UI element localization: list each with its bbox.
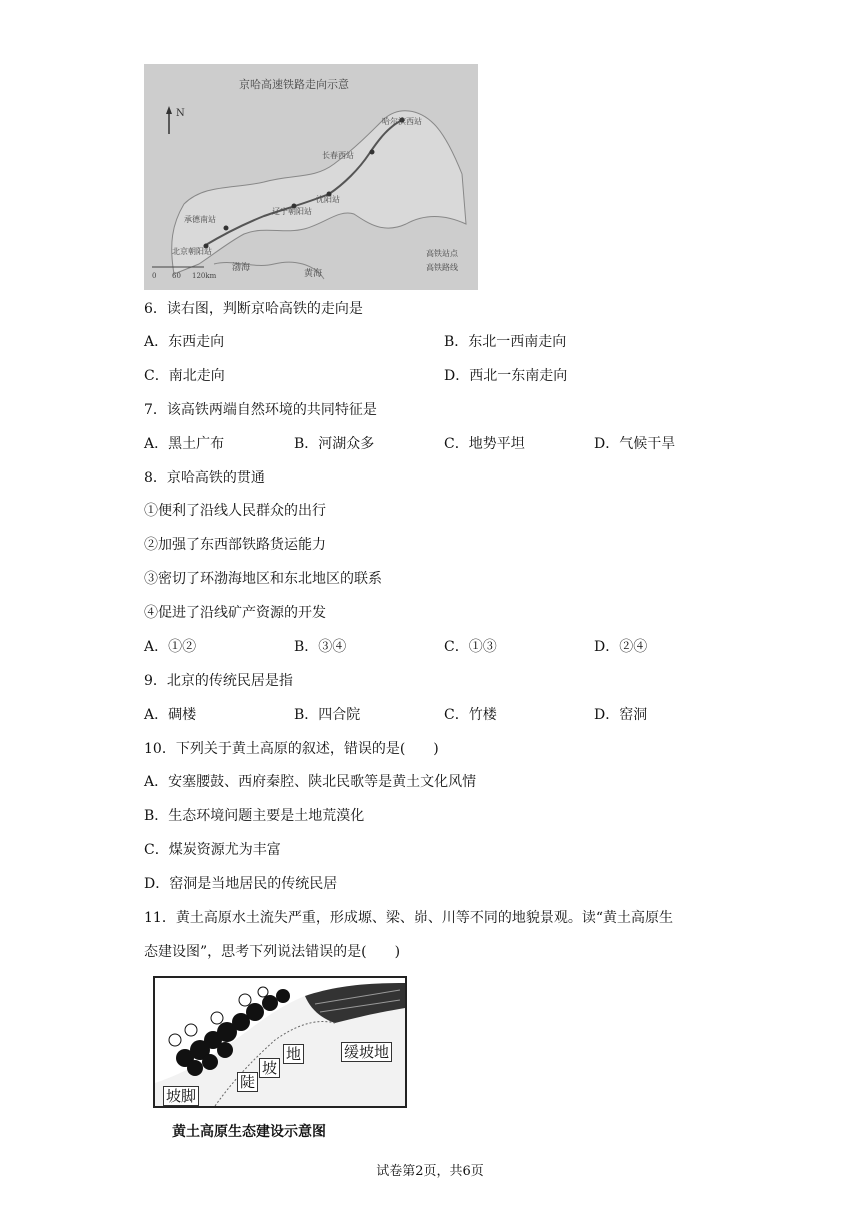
station-label: 长春西站 <box>322 151 354 160</box>
q9-option-d[interactable]: D．窑洞 <box>594 707 648 723</box>
q9-option-b[interactable]: B．四合院 <box>294 707 361 723</box>
q9-option-c[interactable]: C．竹楼 <box>444 707 497 723</box>
q6-option-d[interactable]: D．西北一东南走向 <box>444 368 568 384</box>
scale-label: 60 <box>172 272 181 280</box>
station-label: 北京朝阳站 <box>172 247 212 256</box>
north-label: N <box>176 108 185 119</box>
q8-item-3: ③密切了环渤海地区和东北地区的联系 <box>144 571 382 587</box>
q7-option-a[interactable]: A．黑土广布 <box>144 436 225 452</box>
q8-item-4: ④促进了沿线矿产资源的开发 <box>144 605 326 621</box>
q8-option-c[interactable]: C．①③ <box>444 639 497 655</box>
station-label: 沈阳站 <box>316 195 340 204</box>
loess-plateau-figure <box>153 976 407 1108</box>
q8-option-a[interactable]: A．①② <box>144 639 197 655</box>
station-label: 承德南站 <box>184 215 216 224</box>
q8-item-1: ①便利了沿线人民群众的出行 <box>144 503 326 519</box>
q6-option-b[interactable]: B．东北一西南走向 <box>444 334 567 350</box>
legend-label: 高铁路线 <box>426 263 458 272</box>
water-label: 渤海 <box>232 263 251 273</box>
scale-label: 120km <box>192 272 217 280</box>
map-title: 京哈高速铁路走向示意 <box>239 78 349 91</box>
question-6-stem: 6．读右图，判断京哈高铁的走向是 <box>144 301 363 317</box>
q8-option-d[interactable]: D．②④ <box>594 639 648 655</box>
label-gentle-slope: 缓坡地 <box>341 1042 392 1062</box>
q7-option-d[interactable]: D．气候干旱 <box>594 436 676 452</box>
label-steep-1: 陡 <box>237 1072 258 1092</box>
station-label: 哈尔滨西站 <box>382 117 422 126</box>
q7-option-c[interactable]: C．地势平坦 <box>444 436 525 452</box>
q10-option-b[interactable]: B．生态环境问题主要是土地荒漠化 <box>144 808 365 824</box>
q9-option-a[interactable]: A．碉楼 <box>144 707 197 723</box>
label-steep-2: 坡 <box>259 1058 280 1078</box>
station-marker <box>370 150 375 155</box>
q6-option-a[interactable]: A．东西走向 <box>144 334 225 350</box>
q10-option-a[interactable]: A．安塞腰鼓、西府秦腔、陕北民歌等是黄土文化风情 <box>144 774 477 790</box>
question-8-stem: 8．京哈高铁的贯通 <box>144 470 265 486</box>
scale-label: 0 <box>152 272 157 280</box>
station-label: 辽宁朝阳站 <box>272 207 312 216</box>
q8-option-b[interactable]: B．③④ <box>294 639 347 655</box>
q10-option-c[interactable]: C．煤炭资源尤为丰富 <box>144 842 281 858</box>
station-marker <box>224 226 229 231</box>
question-10-stem: 10．下列关于黄土高原的叙述，错误的是( ) <box>144 741 439 757</box>
page-footer: 试卷第2页，共6页 <box>376 1164 484 1179</box>
legend-label: 高铁站点 <box>426 249 458 258</box>
label-slope-foot: 坡脚 <box>163 1086 199 1106</box>
water-label: 黄海 <box>304 269 323 279</box>
q6-option-c[interactable]: C．南北走向 <box>144 368 225 384</box>
question-9-stem: 9．北京的传统民居是指 <box>144 673 293 689</box>
question-7-stem: 7．该高铁两端自然环境的共同特征是 <box>144 402 377 418</box>
label-steep-3: 地 <box>283 1044 304 1064</box>
question-11-stem-line-2: 态建设图”，思考下列说法错误的是( ) <box>144 944 401 960</box>
railway-map-figure <box>144 64 478 290</box>
railway-map <box>144 64 478 290</box>
question-11-stem-line-1: 11．黄土高原水土流失严重，形成塬、梁、峁、川等不同的地貌景观。读“黄土高原生 <box>144 910 673 926</box>
q8-item-2: ②加强了东西部铁路货运能力 <box>144 537 326 553</box>
figure-caption: 黄土高原生态建设示意图 <box>172 1124 326 1140</box>
q7-option-b[interactable]: B．河湖众多 <box>294 436 375 452</box>
q10-option-d[interactable]: D．窑洞是当地居民的传统民居 <box>144 876 338 892</box>
